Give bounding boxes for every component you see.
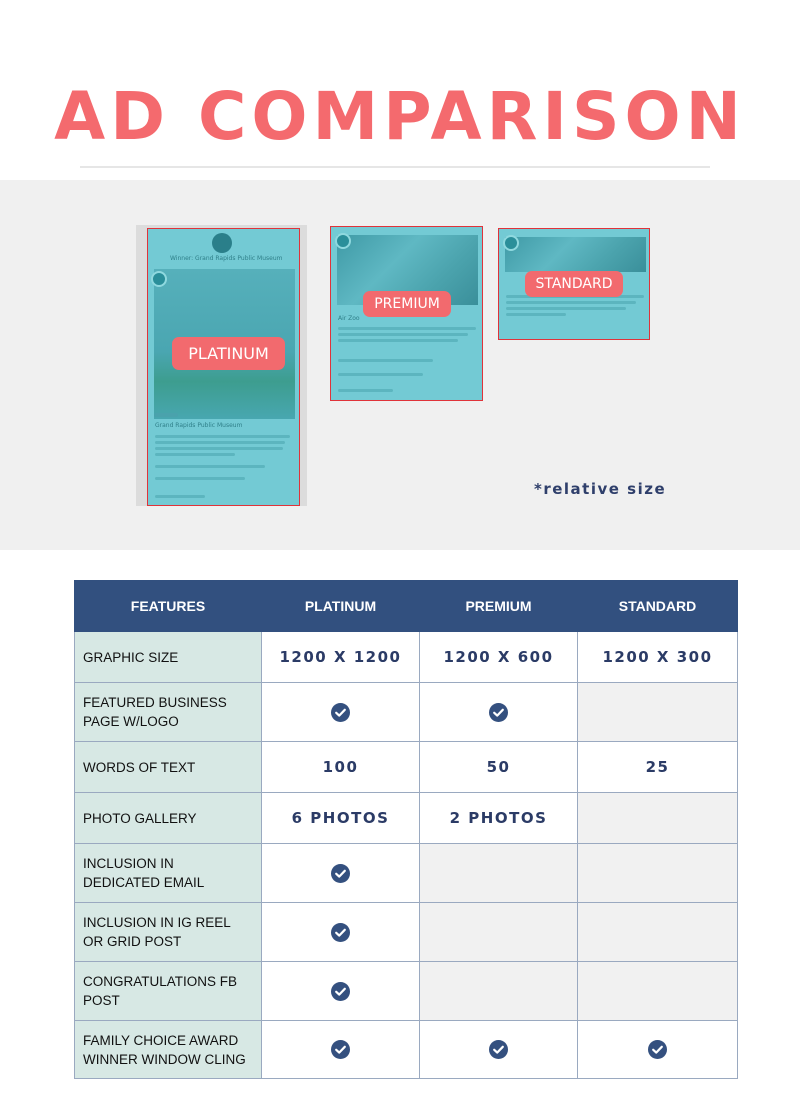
platinum-cell: 100 xyxy=(262,742,420,793)
premium-ad-preview xyxy=(330,226,483,401)
standard-cell-empty xyxy=(578,844,738,903)
platinum-preview-header: Winner: Grand Rapids Public Museum xyxy=(170,255,283,262)
check-circle-icon xyxy=(331,923,350,942)
feature-label: FEATURED BUSINESS PAGE W/LOGO xyxy=(75,683,262,742)
feature-label: GRAPHIC SIZE xyxy=(75,632,262,683)
standard-cell-empty xyxy=(578,962,738,1021)
standard-cell: 25 xyxy=(578,742,738,793)
platinum-cell: 1200 X 1200 xyxy=(262,632,420,683)
standard-cell: 1200 X 300 xyxy=(578,632,738,683)
premium-cell-empty xyxy=(420,962,578,1021)
platinum-cell xyxy=(262,903,420,962)
platinum-cell xyxy=(262,844,420,903)
preview-text-line xyxy=(506,301,636,304)
check-circle-icon xyxy=(648,1040,667,1059)
feature-label: INCLUSION IN DEDICATED EMAIL xyxy=(75,844,262,903)
check-circle-icon xyxy=(489,1040,508,1059)
page-title: AD COMPARISON xyxy=(54,78,746,155)
table-row xyxy=(75,903,738,962)
preview-text-line xyxy=(155,441,285,444)
premium-tier-label: PREMIUM xyxy=(363,291,451,317)
award-badge-icon xyxy=(151,271,167,287)
feature-label: WORDS OF TEXT xyxy=(75,742,262,793)
check-circle-icon xyxy=(331,1040,350,1059)
table-header-row xyxy=(75,581,738,632)
table-row xyxy=(75,793,738,844)
preview-text-line xyxy=(155,447,283,450)
platinum-cell xyxy=(262,962,420,1021)
feature-label: FAMILY CHOICE AWARD WINNER WINDOW CLING xyxy=(75,1021,262,1079)
preview-text-line xyxy=(338,333,468,336)
table-row xyxy=(75,1021,738,1079)
platinum-cell xyxy=(262,683,420,742)
standard-cell-empty xyxy=(578,903,738,962)
category-tag xyxy=(154,413,178,417)
title-divider xyxy=(80,166,710,168)
standard-tier-label: STANDARD xyxy=(525,271,623,297)
premium-cell-empty xyxy=(420,903,578,962)
table-row xyxy=(75,742,738,793)
check-circle-icon xyxy=(331,703,350,722)
premium-cell: 50 xyxy=(420,742,578,793)
preview-contact-line xyxy=(155,477,245,480)
standard-cell xyxy=(578,1021,738,1079)
feature-label: CONGRATULATIONS FB POST xyxy=(75,962,262,1021)
platinum-cell: 6 PHOTOS xyxy=(262,793,420,844)
preview-text-line xyxy=(155,453,235,456)
standard-cell-empty xyxy=(578,793,738,844)
premium-cell: 2 PHOTOS xyxy=(420,793,578,844)
feature-label: INCLUSION IN IG REEL OR GRID POST xyxy=(75,903,262,962)
table-row xyxy=(75,962,738,1021)
preview-text-line xyxy=(155,435,290,438)
feature-label: PHOTO GALLERY xyxy=(75,793,262,844)
header-features: FEATURES xyxy=(75,581,262,632)
preview-address-line xyxy=(155,465,265,468)
preview-social-icons xyxy=(338,389,393,392)
preview-contact-line xyxy=(338,373,423,376)
check-circle-icon xyxy=(489,703,508,722)
preview-text-line xyxy=(506,313,566,316)
award-badge-icon xyxy=(335,233,351,249)
platinum-cell xyxy=(262,1021,420,1079)
premium-preview-business: Air Zoo xyxy=(338,315,360,322)
standard-ad-preview xyxy=(498,228,650,340)
header-platinum: PLATINUM xyxy=(262,581,420,632)
medal-icon xyxy=(212,233,232,253)
preview-text-line xyxy=(338,327,476,330)
premium-cell xyxy=(420,683,578,742)
premium-cell xyxy=(420,1021,578,1079)
platinum-ad-preview xyxy=(147,228,300,506)
award-badge-icon xyxy=(503,235,519,251)
table-row xyxy=(75,683,738,742)
platinum-preview-business: Grand Rapids Public Museum xyxy=(155,422,243,429)
check-circle-icon xyxy=(331,982,350,1001)
preview-address-line xyxy=(338,359,433,362)
platinum-tier-label: PLATINUM xyxy=(172,337,285,370)
header-premium: PREMIUM xyxy=(420,581,578,632)
preview-social-icons xyxy=(155,495,205,498)
relative-size-note: *relative size xyxy=(534,480,667,498)
ad-comparison-table xyxy=(74,580,738,1079)
table-row xyxy=(75,844,738,903)
preview-text-line xyxy=(506,307,626,310)
header-standard: STANDARD xyxy=(578,581,738,632)
table-row xyxy=(75,632,738,683)
premium-cell-empty xyxy=(420,844,578,903)
premium-cell: 1200 X 600 xyxy=(420,632,578,683)
preview-text-line xyxy=(338,339,458,342)
check-circle-icon xyxy=(331,864,350,883)
standard-cell-empty xyxy=(578,683,738,742)
standard-preview-photo xyxy=(505,237,646,272)
